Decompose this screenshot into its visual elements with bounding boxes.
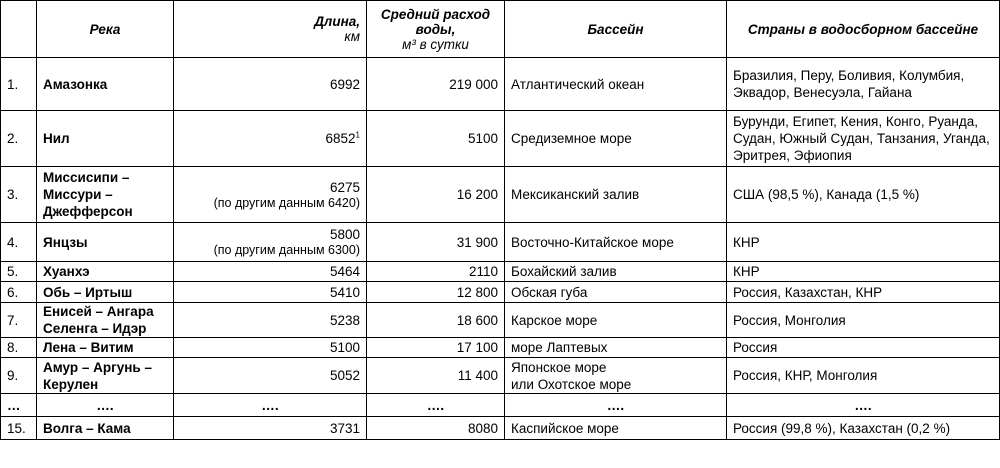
river-name-line: …. — [96, 397, 114, 413]
table-row — [1, 58, 1000, 111]
cell-countries: Россия, КНР, Монголия — [727, 358, 1000, 394]
cell-countries: Бразилия, Перу, Боливия, Колумбия, Эквадор, Венесуэла, Гайана — [727, 58, 1000, 111]
cell-length — [174, 338, 367, 358]
cell-river — [37, 417, 174, 440]
river-name-line: Селенга – Идэр — [43, 321, 147, 336]
cell-number: 8. — [1, 338, 37, 358]
length-value: 5464 — [329, 264, 360, 279]
cell-number: 9. — [1, 358, 37, 394]
river-name-line: Джефферсон — [43, 204, 133, 219]
cell-number: 1. — [1, 58, 37, 111]
table-row — [1, 223, 1000, 262]
cell-length — [174, 303, 367, 338]
river-name-line: Енисей – Ангара — [43, 304, 154, 319]
river-name-line: Амур – Аргунь – — [43, 359, 152, 375]
cell-number: 5. — [1, 262, 37, 282]
length-value: …. — [261, 397, 279, 413]
table-row — [1, 282, 1000, 303]
table-row — [1, 303, 1000, 338]
river-name-line: Нил — [43, 131, 70, 146]
cell-length — [174, 417, 367, 440]
cell-countries: Россия, Монголия — [727, 303, 1000, 338]
cell-number: 15. — [1, 417, 37, 440]
cell-river — [37, 303, 174, 338]
length-alt-value: (по другим данным 6300) — [213, 243, 360, 257]
cell-flow: 12 800 — [367, 282, 505, 303]
cell-river — [37, 223, 174, 262]
cell-countries: КНР — [727, 262, 1000, 282]
header-basin — [505, 1, 727, 58]
cell-basin: Атлантический океан — [505, 58, 727, 111]
table-row — [1, 358, 1000, 394]
river-name-line: Амазонка — [43, 76, 108, 92]
cell-length — [174, 111, 367, 167]
length-value: 6275 — [329, 179, 360, 195]
cell-number: 4. — [1, 223, 37, 262]
length-value: 5800 — [329, 227, 360, 242]
cell-flow: …. — [367, 394, 505, 417]
cell-river — [37, 262, 174, 282]
header-flow — [367, 1, 505, 58]
cell-flow: 16 200 — [367, 167, 505, 223]
cell-basin — [505, 358, 727, 394]
cell-river — [37, 111, 174, 167]
header-flow-unit: м³ в сутки — [402, 36, 469, 52]
cell-number: 2. — [1, 111, 37, 167]
length-value: 5410 — [329, 284, 360, 300]
cell-flow: 18 600 — [367, 303, 505, 338]
cell-length — [174, 394, 367, 417]
cell-number: 3. — [1, 167, 37, 223]
river-name-line: Волга – Кама — [43, 420, 131, 436]
cell-river — [37, 58, 174, 111]
table-row — [1, 338, 1000, 358]
cell-basin: Карское море — [505, 303, 727, 338]
length-value: 6992 — [329, 76, 360, 92]
river-name-line: Хуанхэ — [43, 264, 90, 279]
cell-basin: Средиземное море — [505, 111, 727, 167]
cell-countries: Россия (99,8 %), Казахстан (0,2 %) — [727, 417, 1000, 440]
length-footnote: 1 — [355, 130, 360, 140]
length-value: 3731 — [329, 420, 360, 436]
length-value: 5238 — [329, 312, 360, 328]
table-row-ellipsis — [1, 394, 1000, 417]
river-name-line: Миссури – — [43, 187, 113, 202]
cell-number: … — [1, 394, 37, 417]
cell-flow: 5100 — [367, 111, 505, 167]
length-alt-value: (по другим данным 6420) — [213, 195, 360, 210]
basin-line: Японское море — [511, 359, 607, 375]
header-river — [37, 1, 174, 58]
cell-river — [37, 167, 174, 223]
cell-flow: 219 000 — [367, 58, 505, 111]
cell-flow: 8080 — [367, 417, 505, 440]
header-basin-label: Бассейн — [587, 21, 644, 37]
table-row — [1, 417, 1000, 440]
cell-river — [37, 358, 174, 394]
header-length — [174, 1, 367, 58]
header-length-title: Длина, — [314, 14, 360, 29]
cell-flow: 17 100 — [367, 338, 505, 358]
length-value: 6852 — [325, 131, 356, 146]
cell-countries: КНР — [727, 223, 1000, 262]
header-countries-label: Страны в водосборном бассейне — [747, 21, 979, 37]
basin-line: или Охотское море — [511, 376, 632, 392]
cell-flow: 2110 — [367, 262, 505, 282]
header-countries — [727, 1, 1000, 58]
table-body — [1, 58, 1000, 440]
table-row — [1, 262, 1000, 282]
cell-river — [37, 394, 174, 417]
cell-flow: 11 400 — [367, 358, 505, 394]
header-river-label: Река — [89, 21, 121, 37]
table-row — [1, 167, 1000, 223]
length-value: 5052 — [329, 368, 360, 383]
header-row — [1, 1, 1000, 58]
cell-river — [37, 338, 174, 358]
cell-countries: Бурунди, Египет, Кения, Конго, Руанда, Судан, Южный Судан, Танзания, Уганда, Эритрея, Эфиопия — [727, 111, 1000, 167]
cell-length — [174, 223, 367, 262]
cell-basin: море Лаптевых — [505, 338, 727, 358]
river-name-line: Обь – Иртыш — [43, 284, 133, 300]
cell-basin: Восточно-Китайское море — [505, 223, 727, 262]
header-flow-title: Средний расход воды, — [380, 6, 491, 37]
cell-basin: …. — [505, 394, 727, 417]
river-name-line: Янцзы — [43, 234, 88, 250]
cell-length — [174, 167, 367, 223]
cell-countries: …. — [727, 394, 1000, 417]
table-row — [1, 111, 1000, 167]
cell-river — [37, 282, 174, 303]
river-name-line: Миссисипи – — [43, 170, 130, 185]
cell-length — [174, 262, 367, 282]
cell-countries: США (98,5 %), Канада (1,5 %) — [727, 167, 1000, 223]
cell-length — [174, 282, 367, 303]
cell-countries: Россия, Казахстан, КНР — [727, 282, 1000, 303]
length-value: 5100 — [329, 340, 360, 355]
cell-basin: Обская губа — [505, 282, 727, 303]
cell-basin: Бохайский залив — [505, 262, 727, 282]
river-name-line: Керулен — [43, 376, 99, 392]
cell-basin: Мексиканский залив — [505, 167, 727, 223]
cell-flow: 31 900 — [367, 223, 505, 262]
cell-number: 7. — [1, 303, 37, 338]
river-name-line: Лена – Витим — [43, 340, 134, 355]
cell-number: 6. — [1, 282, 37, 303]
cell-countries: Россия — [727, 338, 1000, 358]
cell-length — [174, 58, 367, 111]
header-number — [1, 1, 37, 58]
cell-length — [174, 358, 367, 394]
cell-basin: Каспийское море — [505, 417, 727, 440]
header-length-unit: км — [344, 29, 360, 44]
